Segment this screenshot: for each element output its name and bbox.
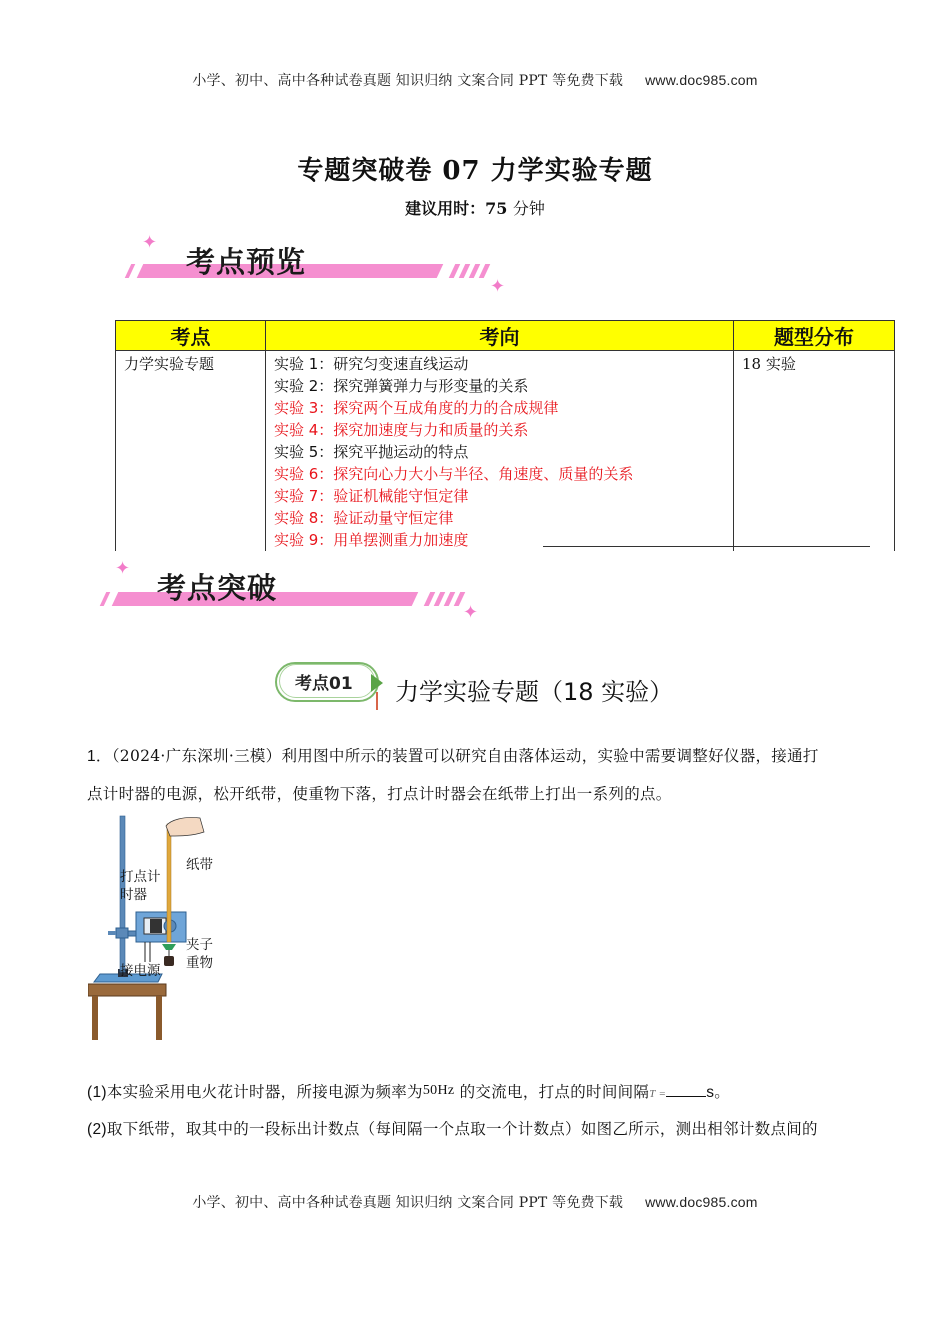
apparatus-illustration [88, 814, 224, 1040]
sparkle-icon: ✦ [490, 276, 506, 297]
sparkle-icon: ✦ [463, 602, 479, 623]
question-number: 1． [87, 748, 112, 765]
banner-label: 考点突破 [157, 571, 278, 605]
question-1-part-1 [87, 1080, 730, 1102]
footer-text: 小学、初中、高中各种试卷真题 知识归纳 文案合同 PPT 等免费下载 [192, 1195, 624, 1211]
question-1-line-1 [87, 744, 819, 766]
part-1-text-2: 的交流电，打点的时间间隔 [459, 1083, 650, 1101]
page-header [0, 70, 950, 90]
section-title: 力学实验专题（18 实验） [395, 678, 674, 706]
experiments-cell [266, 351, 734, 552]
time-label: 建议用时： [405, 199, 486, 218]
label-timer-line1: 打点计 [120, 869, 161, 885]
header-distribution: 题型分布 [734, 321, 895, 351]
footer-url[interactable]: www.doc985.com [645, 1194, 758, 1210]
sparkle-icon: ✦ [115, 558, 131, 579]
question-1-line-2: 点计时器的电源，松开纸带，使重物下落，打点计时器会在纸带上打出一系列的点。 [87, 785, 672, 803]
part-2-text: 取下纸带，取其中的一段标出计数点（每间隔一个点取一个计数点）如图乙所示，测出相邻计数点间的 [106, 1120, 818, 1138]
banner-label: 考点预览 [186, 245, 307, 279]
sparkle-icon: ✦ [142, 232, 158, 253]
label-paper-tape: 纸带 [186, 857, 213, 873]
table-row [116, 351, 895, 552]
experiment-item: 实验 3：探究两个互成角度的力的合成规律 [274, 399, 559, 417]
table-bottom-border [543, 546, 870, 547]
distribution-cell: 18 实验 [734, 351, 895, 552]
breakthrough-banner [95, 560, 495, 630]
apparatus-figure [88, 814, 224, 1040]
section-badge [275, 658, 385, 704]
tassel-decoration [376, 692, 378, 710]
question-text: 利用图中所示的装置可以研究自由落体运动，实验中需要调整好仪器，接通打 [281, 747, 819, 765]
header-topic: 考点 [116, 321, 266, 351]
overview-table [115, 320, 895, 551]
banner-stripe [479, 264, 491, 278]
experiment-item: 实验 8：验证动量守恒定律 [274, 509, 454, 527]
part-1-text: 本实验采用电火花计时器，所接电源为频率为 [106, 1083, 423, 1101]
banner-stripe [125, 264, 136, 278]
label-timer-line2: 时器 [120, 887, 147, 903]
banner-stripe [100, 592, 111, 606]
question-1-part-2 [87, 1117, 818, 1139]
question-source: （2024·广东深圳·三模） [111, 747, 282, 765]
answer-blank[interactable] [666, 1082, 706, 1097]
experiment-item: 实验 9：用单摆测重力加速度 [274, 531, 469, 549]
experiment-item: 实验 7：验证机械能守恒定律 [274, 487, 469, 505]
frequency-value: 50Hz [422, 1083, 455, 1098]
document-title: 专题突破卷 07 力学实验专题 [297, 156, 653, 186]
time-unit: 分钟 [512, 199, 545, 218]
experiment-item: 实验 2：探究弹簧弹力与形变量的关系 [274, 377, 529, 395]
time-value: 75 [485, 199, 508, 218]
preview-banner [120, 232, 520, 302]
unit-seconds: s。 [706, 1084, 731, 1101]
table-header-row [116, 321, 895, 351]
part-2-prefix: (2) [87, 1121, 107, 1138]
experiment-item: 实验 6：探究向心力大小与半径、角速度、质量的关系 [274, 465, 634, 483]
period-variable: T = [649, 1088, 667, 1100]
experiment-item: 实验 5：探究平抛运动的特点 [274, 443, 469, 461]
header-text: 小学、初中、高中各种试卷真题 知识归纳 文案合同 PPT 等免费下载 [192, 73, 624, 89]
label-power: 接电源 [120, 963, 161, 979]
part-1-prefix: (1) [87, 1084, 107, 1101]
page-footer [0, 1192, 950, 1212]
badge-label: 考点01 [295, 674, 353, 694]
experiment-item: 实验 1：研究匀变速直线运动 [274, 355, 469, 373]
topic-cell: 力学实验专题 [116, 351, 266, 552]
header-direction: 考向 [266, 321, 734, 351]
experiment-item: 实验 4：探究加速度与力和质量的关系 [274, 421, 529, 439]
header-url[interactable]: www.doc985.com [645, 72, 758, 88]
suggested-time [0, 196, 950, 219]
label-clip: 夹子 [186, 937, 213, 953]
play-arrow-icon [371, 674, 383, 692]
label-weight: 重物 [186, 955, 213, 971]
